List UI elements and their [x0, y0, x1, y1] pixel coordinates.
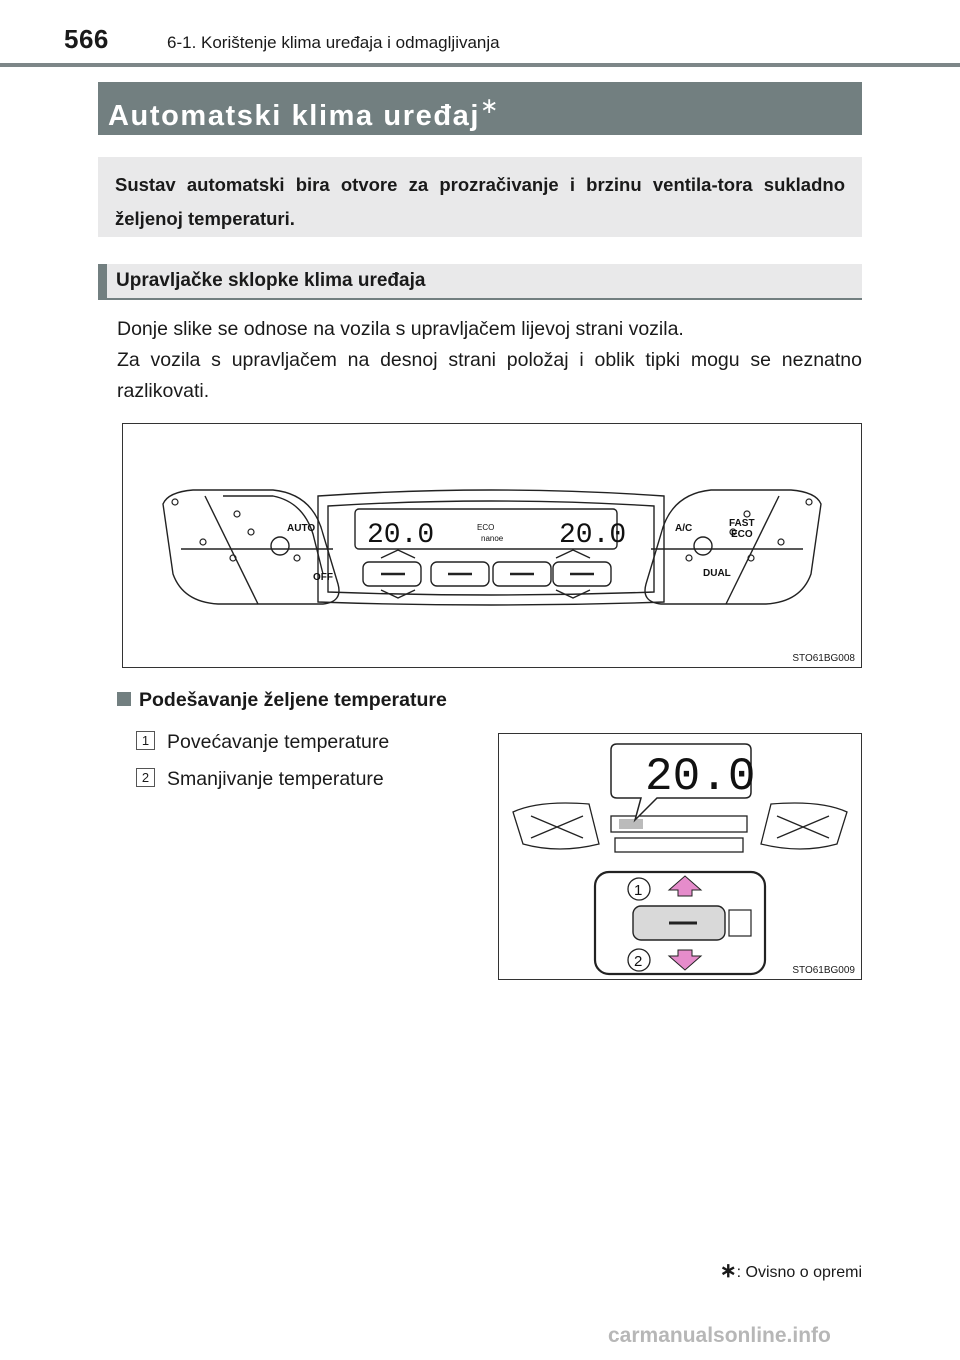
display-eco: ECO — [477, 523, 495, 532]
footnote — [720, 1258, 862, 1283]
ac-label: A/C — [675, 523, 693, 534]
eco-label: ECO — [731, 529, 753, 540]
equipment-marker: ∗ — [480, 93, 499, 118]
footnote-text: : Ovisno o opremi — [736, 1264, 862, 1281]
summary-box: Sustav automatski bira otvore za prozračivanje i brzinu ventila-tora sukladno željenoj temperaturi. — [98, 157, 862, 237]
display-temp-right: 20.0 — [559, 520, 627, 551]
intro-line-1: Donje slike se odnose na vozila s upravljačem lijevoj strani vozila. — [117, 318, 684, 340]
page-title-text: Automatski klima uređaj — [108, 100, 481, 132]
footnote-marker: ∗ — [719, 1260, 737, 1282]
display-nanoe: nanoe — [481, 534, 504, 543]
dual-label: DUAL — [703, 568, 731, 579]
item-number: 2 — [136, 768, 155, 787]
figure2-caption: STO61BG009 — [792, 965, 855, 976]
fast-label: FAST — [729, 518, 755, 529]
item-text: Smanjivanje temperature — [167, 768, 384, 790]
item-text: Povećavanje temperature — [167, 731, 390, 753]
square-bullet-icon — [117, 692, 131, 706]
subsection-heading — [117, 689, 447, 712]
auto-label: AUTO — [287, 523, 316, 534]
figure1-caption: STO61BG008 — [792, 653, 855, 664]
temperature-illustration — [499, 734, 861, 979]
page-title — [98, 82, 862, 135]
list-item — [136, 768, 384, 791]
subsection-heading-text: Podešavanje željene temperature — [139, 689, 447, 711]
section-heading: Upravljačke sklopke klima uređaja — [98, 264, 862, 300]
callout-1: 1 — [634, 882, 643, 899]
watermark[interactable]: carmanualsonline.info — [608, 1324, 831, 1347]
intro-line-2: Za vozila s upravljačem na desnoj strani položaj i oblik tipki mogu se neznatno razlikovati. — [117, 349, 862, 402]
display-temp-left: 20.0 — [367, 520, 435, 551]
header-rule — [0, 63, 960, 67]
item-number: 1 — [136, 731, 155, 750]
climate-panel-illustration — [123, 424, 861, 667]
callout-2: 2 — [634, 953, 643, 970]
page-number: 566 — [64, 24, 109, 54]
off-label: OFF — [313, 572, 333, 583]
climate-panel-figure — [122, 423, 862, 668]
list-item — [136, 731, 389, 754]
temperature-figure — [498, 733, 862, 980]
display-temp: 20.0 — [645, 751, 756, 803]
chapter-title: 6-1. Korištenje klima uređaja i odmagljivanja — [167, 33, 500, 52]
